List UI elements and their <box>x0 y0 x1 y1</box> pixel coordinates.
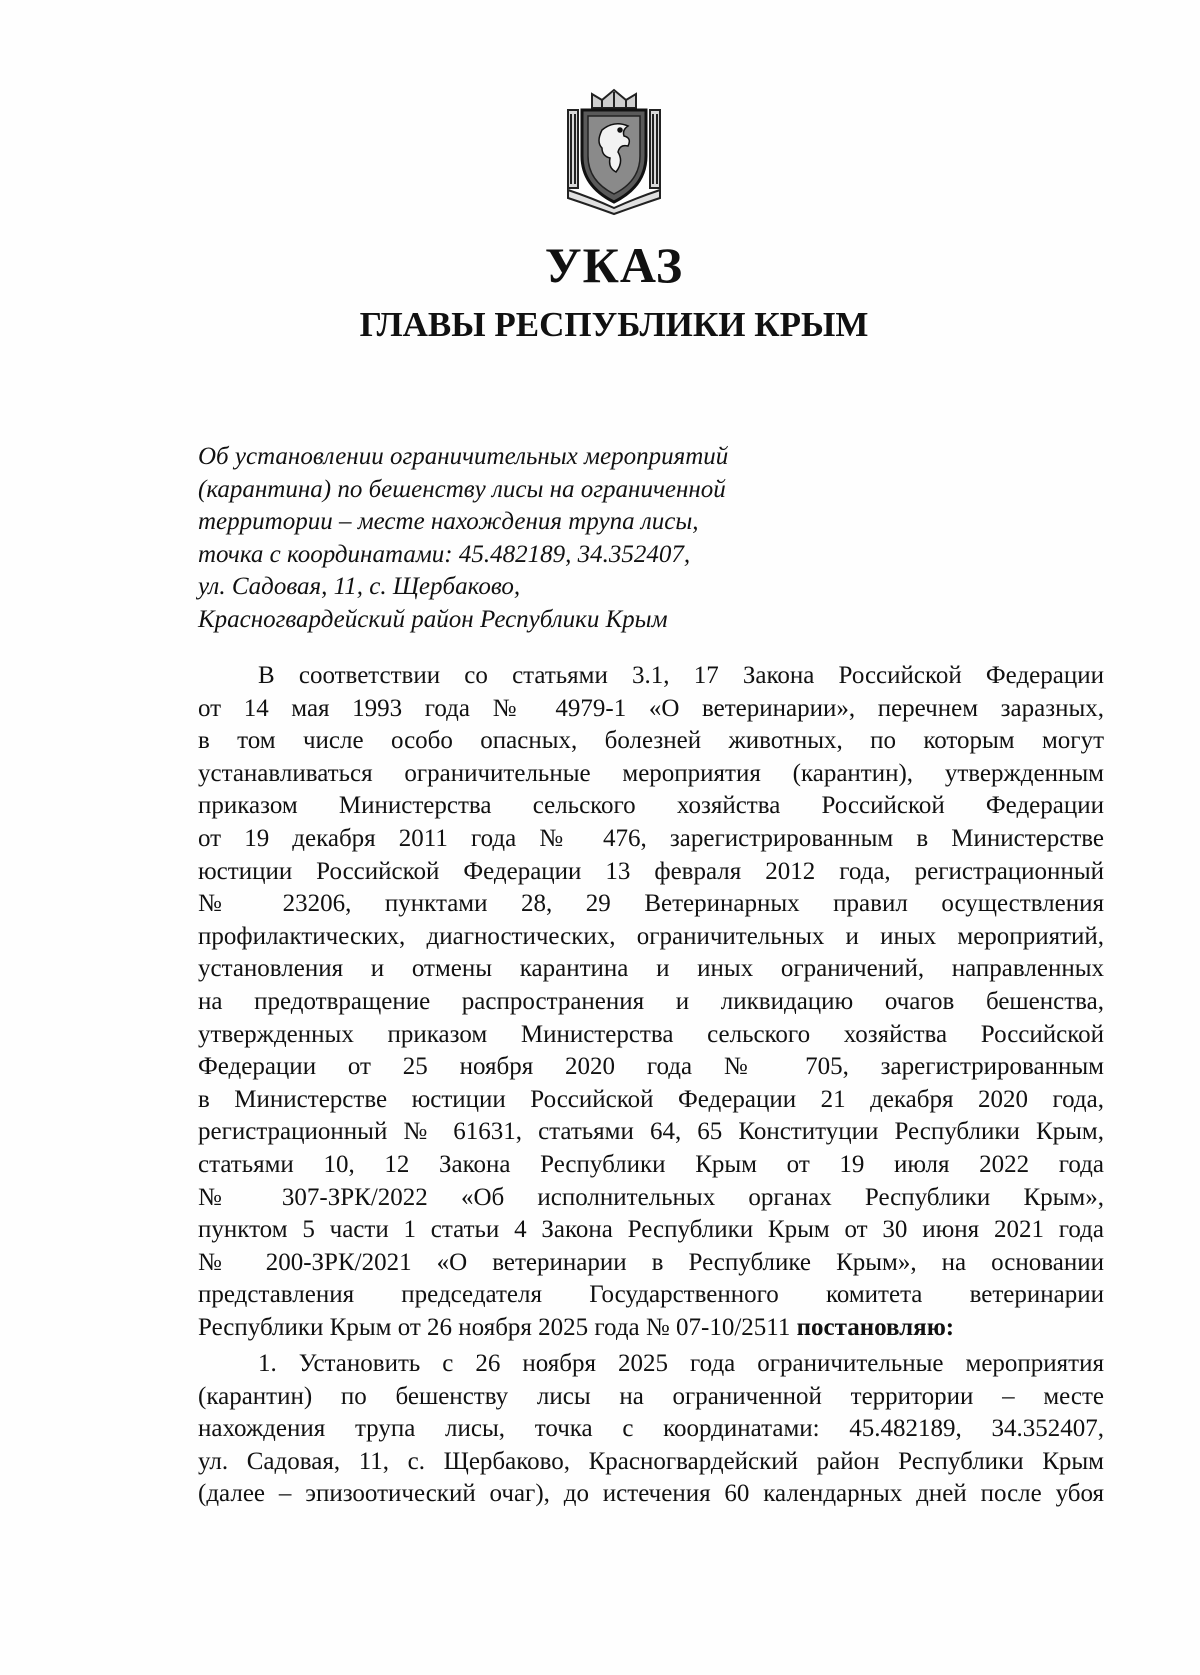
preamble-last-line <box>198 1312 1104 1345</box>
subject-line: Об установлении ограничительных мероприятий <box>198 443 729 470</box>
column-right-icon <box>650 110 660 188</box>
subject-line: Красногвардейский район Республики Крым <box>198 605 668 633</box>
preamble-line: Федерации от 25 ноября 2020 года № 705, зарегистрированным <box>198 1053 1104 1081</box>
preamble-line: установления и отмены карантина и иных ограничений, направленных <box>198 955 1104 983</box>
preamble-line: пунктом 5 части 1 статьи 4 Закона Республики Крым от 30 июня 2021 года <box>198 1216 1104 1244</box>
preamble-line: № 307-ЗРК/2022 «Об исполнительных органах Республики Крым», <box>198 1183 1104 1211</box>
document-subtitle: ГЛАВЫ РЕСПУБЛИКИ КРЫМ <box>359 305 869 344</box>
preamble-paragraph <box>198 660 1104 1344</box>
preamble-line: устанавливаться ограничительные мероприятия (карантин), утвержденным <box>198 759 1104 787</box>
subject-line: точка с координатами: 45.482189, 34.352407, <box>198 540 691 568</box>
preamble-line: от 14 мая 1993 года № 4979-1 «О ветеринарии», перечнем заразных, <box>198 694 1104 722</box>
coat-of-arms-emblem <box>562 86 666 216</box>
preamble-line: регистрационный № 61631, статьями 64, 65 Конституции Республики Крым, <box>198 1118 1104 1146</box>
preamble-line: профилактических, диагностических, ограничительных и иных мероприятий, <box>198 922 1104 950</box>
item-line: ул. Садовая, 11, с. Щербаково, Красногвардейский район Республики Крым <box>198 1447 1104 1475</box>
preamble-line: В соответствии со статьями 3.1, 17 Закона Российской Федерации <box>258 662 1104 689</box>
preamble-line: в том числе особо опасных, болезней животных, по которым могут <box>198 727 1104 755</box>
preamble-line: юстиции Российской Федерации 13 февраля 2012 года, регистрационный <box>198 857 1104 885</box>
item-line: нахождения трупа лисы, точка с координатами: 45.482189, 34.352407, <box>198 1415 1104 1443</box>
subject-line: ул. Садовая, 11, с. Щербаково, <box>198 573 521 600</box>
preamble-line-text: Республики Крым от 26 ноября 2025 года № 07-10/2511 <box>198 1313 791 1341</box>
preamble-line: на предотвращение распространения и ликвидацию очагов бешенства, <box>198 987 1104 1015</box>
subject-line: территории – месте нахождения трупа лисы, <box>198 508 699 535</box>
crown-icon <box>592 90 636 108</box>
item-1-paragraph <box>198 1348 1104 1511</box>
preamble-line: № 23206, пунктами 28, 29 Ветеринарных правил осуществления <box>198 890 1104 918</box>
document-title: УКАЗ <box>544 237 684 293</box>
column-left-icon <box>568 110 578 188</box>
decree-word: постановляю: <box>796 1313 955 1341</box>
item-line: 1. Установить с 26 ноября 2025 года ограничительные мероприятия <box>258 1350 1104 1377</box>
preamble-line: от 19 декабря 2011 года № 476, зарегистрированным в Министерстве <box>198 824 1104 852</box>
preamble-line: представления председателя Государственного комитета ветеринарии <box>198 1281 1104 1309</box>
preamble-line: статьями 10, 12 Закона Республики Крым от 19 июля 2022 года <box>198 1150 1104 1178</box>
item-line: (карантин) по бешенству лисы на ограниченной территории – месте <box>198 1382 1104 1410</box>
preamble-line: № 200-ЗРК/2021 «О ветеринарии в Республике Крым», на основании <box>198 1248 1104 1276</box>
subject-line: (карантина) по бешенству лисы на ограниченной <box>198 475 726 503</box>
item-line: (далее – эпизоотический очаг), до истечения 60 календарных дней после убоя <box>198 1480 1104 1508</box>
decree-subject <box>198 441 818 636</box>
preamble-line: в Министерстве юстиции Российской Федерации 21 декабря 2020 года, <box>198 1085 1104 1113</box>
preamble-line: утвержденных приказом Министерства сельского хозяйства Российской <box>198 1020 1104 1048</box>
preamble-line: приказом Министерства сельского хозяйства Российской Федерации <box>198 792 1104 820</box>
